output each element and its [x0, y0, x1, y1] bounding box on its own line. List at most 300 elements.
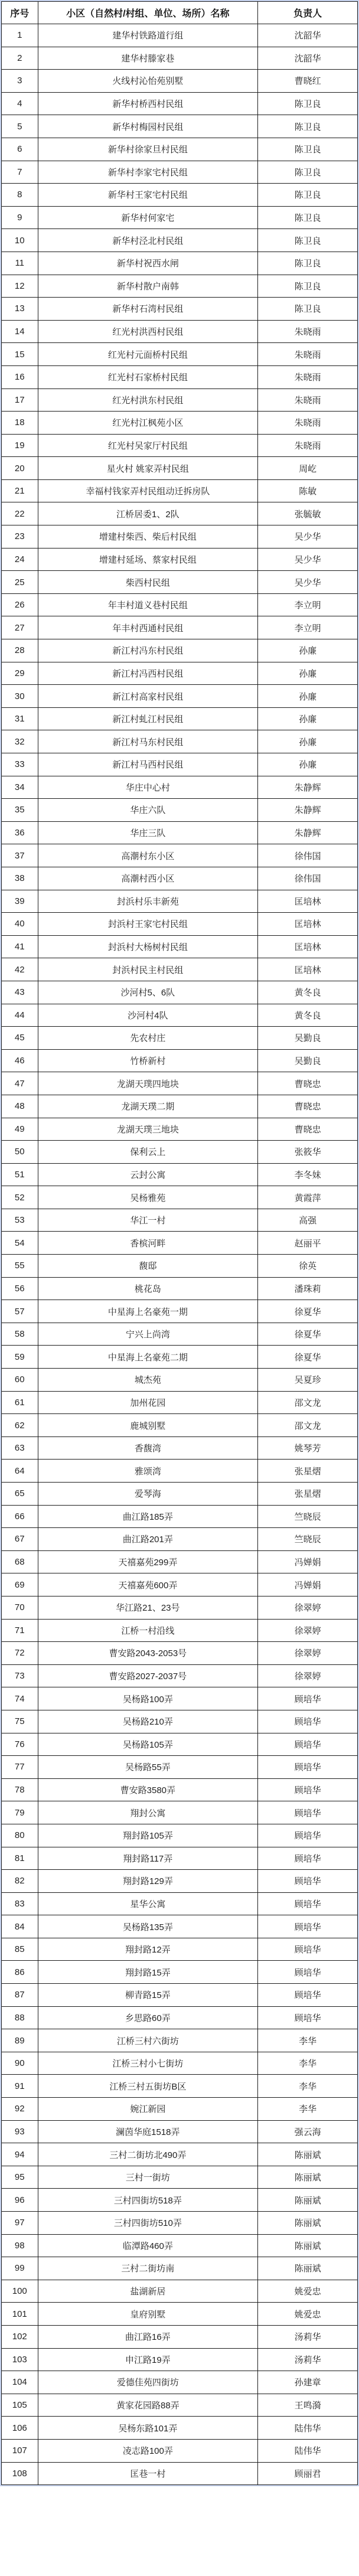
community-name-cell: 华江路21、23号	[38, 1596, 258, 1619]
table-row	[2, 730, 358, 753]
table-row	[2, 1892, 358, 1915]
table-row	[2, 958, 358, 981]
serial-number-cell: 34	[2, 776, 38, 799]
community-name-cell: 星华公寓	[38, 1892, 258, 1915]
person-in-charge-cell: 陈丽斌	[258, 2257, 358, 2280]
person-in-charge-cell: 沈韶华	[258, 24, 358, 47]
serial-number-cell: 9	[2, 206, 38, 229]
community-name-cell: 吴杨路135弄	[38, 1915, 258, 1938]
serial-number-cell: 85	[2, 1938, 38, 1961]
table-row	[2, 2189, 358, 2212]
table-row	[2, 1255, 358, 1278]
person-in-charge-cell: 陈卫良	[258, 138, 358, 161]
table-row	[2, 161, 358, 184]
serial-number-cell: 3	[2, 70, 38, 93]
serial-number-cell: 69	[2, 1573, 38, 1596]
community-name-cell: 吴杨路210弄	[38, 1710, 258, 1733]
person-in-charge-cell: 曹晓忠	[258, 1118, 358, 1141]
person-in-charge-cell: 李华	[258, 2052, 358, 2075]
serial-number-cell: 59	[2, 1346, 38, 1369]
table-row	[2, 1049, 358, 1072]
person-in-charge-cell: 李立明	[258, 616, 358, 639]
person-in-charge-cell: 陈丽斌	[258, 2143, 358, 2166]
community-name-cell: 红光村石家桥村民组	[38, 365, 258, 388]
serial-number-cell: 74	[2, 1687, 38, 1710]
serial-number-cell: 28	[2, 639, 38, 662]
community-name-cell: 吴杨雅苑	[38, 1186, 258, 1209]
serial-number-cell: 102	[2, 2325, 38, 2348]
person-in-charge-cell: 陈卫良	[258, 184, 358, 207]
table-row	[2, 753, 358, 776]
table-row	[2, 1550, 358, 1573]
person-in-charge-cell: 顾培华	[258, 1801, 358, 1824]
serial-number-cell: 58	[2, 1323, 38, 1346]
person-in-charge-cell: 黄冬良	[258, 981, 358, 1004]
table-row	[2, 1801, 358, 1824]
community-name-cell: 封浜村乐丰新苑	[38, 890, 258, 913]
serial-number-cell: 97	[2, 2212, 38, 2235]
serial-number-cell: 50	[2, 1141, 38, 1164]
person-in-charge-cell: 李立明	[258, 593, 358, 616]
serial-number-cell: 39	[2, 890, 38, 913]
table-row	[2, 138, 358, 161]
serial-number-cell: 25	[2, 571, 38, 594]
table-row	[2, 2052, 358, 2075]
serial-number-cell: 49	[2, 1118, 38, 1141]
serial-number-cell: 62	[2, 1414, 38, 1437]
community-name-cell: 红光村江枫苑小区	[38, 412, 258, 435]
community-name-cell: 申江路19弄	[38, 2348, 258, 2371]
community-name-cell: 红光村元面桥村民组	[38, 343, 258, 366]
person-in-charge-cell: 周屹	[258, 457, 358, 480]
table-row	[2, 685, 358, 708]
table-row	[2, 2371, 358, 2394]
serial-number-cell: 89	[2, 2029, 38, 2052]
serial-number-cell: 46	[2, 1049, 38, 1072]
person-in-charge-cell: 陈丽斌	[258, 2234, 358, 2257]
person-in-charge-cell: 徐伟国	[258, 867, 358, 890]
table-row	[2, 867, 358, 890]
serial-number-cell: 108	[2, 2462, 38, 2485]
community-name-cell: 中星海上名豪苑一期	[38, 1300, 258, 1323]
table-row	[2, 525, 358, 548]
community-name-cell: 增建村柴西、柴后村民组	[38, 525, 258, 548]
table-row	[2, 913, 358, 936]
community-name-cell: 黄家花园路88弄	[38, 2394, 258, 2417]
community-name-cell: 曹安路2043-2053号	[38, 1642, 258, 1665]
person-in-charge-cell: 顾培华	[258, 1756, 358, 1779]
community-name-cell: 香馥湾	[38, 1436, 258, 1460]
person-in-charge-cell: 竺晓辰	[258, 1505, 358, 1528]
person-in-charge-cell: 孙廉	[258, 685, 358, 708]
person-in-charge-cell: 陈卫良	[258, 161, 358, 184]
serial-number-cell: 83	[2, 1892, 38, 1915]
table-row	[2, 2280, 358, 2303]
person-in-charge-cell: 陈丽斌	[258, 2212, 358, 2235]
table-row	[2, 2394, 358, 2417]
serial-number-cell: 37	[2, 844, 38, 867]
person-in-charge-cell: 朱静辉	[258, 776, 358, 799]
community-name-cell: 吴杨路100弄	[38, 1687, 258, 1710]
serial-number-cell: 90	[2, 2052, 38, 2075]
person-in-charge-cell: 孙建章	[258, 2371, 358, 2394]
community-name-cell: 新江村马东村民组	[38, 730, 258, 753]
serial-number-cell: 107	[2, 2439, 38, 2462]
table-row	[2, 571, 358, 594]
community-name-cell: 曲江路185弄	[38, 1505, 258, 1528]
community-name-cell: 翔封路117弄	[38, 1847, 258, 1870]
table-row	[2, 1346, 358, 1369]
table-row	[2, 2257, 358, 2280]
serial-number-cell: 75	[2, 1710, 38, 1733]
serial-number-cell: 61	[2, 1391, 38, 1414]
serial-number-cell: 98	[2, 2234, 38, 2257]
serial-number-cell: 35	[2, 799, 38, 822]
serial-number-cell: 54	[2, 1232, 38, 1255]
person-in-charge-cell: 徐夏华	[258, 1346, 358, 1369]
community-name-cell: 新华村祝西水闸	[38, 252, 258, 275]
table-row	[2, 2143, 358, 2166]
serial-number-cell: 104	[2, 2371, 38, 2394]
community-name-cell: 幸福村钱家弄村民组动迁拆房队	[38, 479, 258, 502]
community-name-cell: 吴杨东路101弄	[38, 2417, 258, 2440]
table-row	[2, 2098, 358, 2121]
serial-number-cell: 72	[2, 1642, 38, 1665]
table-row	[2, 1186, 358, 1209]
person-in-charge-cell: 顾培华	[258, 1961, 358, 1984]
community-name-cell: 新华村桥西村民组	[38, 92, 258, 115]
table-row	[2, 1209, 358, 1232]
person-in-charge-cell: 陈丽斌	[258, 2189, 358, 2212]
person-in-charge-cell: 吴勤良	[258, 1027, 358, 1050]
table-row	[2, 229, 358, 252]
person-in-charge-cell: 顾丽君	[258, 2462, 358, 2485]
serial-number-cell: 55	[2, 1255, 38, 1278]
person-in-charge-cell: 徐翠婷	[258, 1642, 358, 1665]
community-name-cell: 华庄中心村	[38, 776, 258, 799]
person-in-charge-cell: 邵文龙	[258, 1414, 358, 1437]
community-name-cell: 新江村高家村民组	[38, 685, 258, 708]
serial-number-cell: 15	[2, 343, 38, 366]
community-name-cell: 凌志路100弄	[38, 2439, 258, 2462]
person-in-charge-cell: 李冬妹	[258, 1163, 358, 1186]
person-in-charge-cell: 顾培华	[258, 1733, 358, 1756]
table-row	[2, 2166, 358, 2189]
table-row	[2, 1277, 358, 1300]
community-name-cell: 星火村 姚家弄村民组	[38, 457, 258, 480]
community-name-cell: 曹安路3580弄	[38, 1778, 258, 1801]
table-row	[2, 548, 358, 571]
table-row	[2, 1984, 358, 2007]
table-row	[2, 821, 358, 844]
serial-number-cell: 8	[2, 184, 38, 207]
table-row	[2, 662, 358, 685]
person-in-charge-cell: 孙廉	[258, 753, 358, 776]
table-row	[2, 1915, 358, 1938]
person-in-charge-cell: 顾培华	[258, 1847, 358, 1870]
community-name-cell: 曹安路2027-2037号	[38, 1664, 258, 1687]
person-in-charge-cell: 朱晓雨	[258, 365, 358, 388]
table-row	[2, 388, 358, 412]
community-name-cell: 新华村何家宅	[38, 206, 258, 229]
table-row	[2, 1528, 358, 1551]
serial-number-cell: 95	[2, 2166, 38, 2189]
table-row	[2, 365, 358, 388]
community-name-cell: 三村四街坊510弄	[38, 2212, 258, 2235]
community-name-cell: 华江一村	[38, 1209, 258, 1232]
serial-number-cell: 84	[2, 1915, 38, 1938]
community-name-cell: 新华村徐家旦村民组	[38, 138, 258, 161]
person-in-charge-cell: 吴少华	[258, 571, 358, 594]
community-name-cell: 三村一街坊	[38, 2166, 258, 2189]
community-name-cell: 年丰村道义巷村民组	[38, 593, 258, 616]
serial-number-cell: 106	[2, 2417, 38, 2440]
community-name-cell: 馥邸	[38, 1255, 258, 1278]
serial-number-cell: 45	[2, 1027, 38, 1050]
community-name-cell: 新华村散户南韩	[38, 275, 258, 298]
person-in-charge-cell: 张毓敏	[258, 502, 358, 525]
community-name-cell: 中星海上名豪苑二期	[38, 1346, 258, 1369]
person-in-charge-cell: 李华	[258, 2029, 358, 2052]
community-name-cell: 翔封路12弄	[38, 1938, 258, 1961]
serial-number-cell: 65	[2, 1483, 38, 1506]
community-name-cell: 封浜村民主村民组	[38, 958, 258, 981]
serial-number-cell: 82	[2, 1870, 38, 1893]
community-name-cell: 三村二街坊南	[38, 2257, 258, 2280]
serial-number-cell: 31	[2, 707, 38, 730]
person-in-charge-cell: 顾培华	[258, 2006, 358, 2029]
person-in-charge-cell: 朱静辉	[258, 799, 358, 822]
serial-number-cell: 23	[2, 525, 38, 548]
table-row	[2, 2029, 358, 2052]
table-row	[2, 1596, 358, 1619]
community-name-cell: 封浜村大杨树村民组	[38, 935, 258, 958]
community-name-cell: 柳青路15弄	[38, 1984, 258, 2007]
person-in-charge-cell: 陈敏	[258, 479, 358, 502]
community-name-cell: 新江村虬江村民组	[38, 707, 258, 730]
person-in-charge-cell: 朱晓雨	[258, 388, 358, 412]
community-name-cell: 先农村庄	[38, 1027, 258, 1050]
table-row	[2, 776, 358, 799]
table-body	[2, 24, 358, 2485]
community-name-cell: 天禧嘉苑299弄	[38, 1550, 258, 1573]
serial-number-cell: 5	[2, 115, 38, 138]
person-in-charge-cell: 徐翠婷	[258, 1619, 358, 1642]
table-row	[2, 1163, 358, 1186]
person-in-charge-cell: 曹晓忠	[258, 1095, 358, 1118]
serial-number-cell: 79	[2, 1801, 38, 1824]
person-in-charge-cell: 顾培华	[258, 1824, 358, 1847]
person-in-charge-cell: 顾培华	[258, 1687, 358, 1710]
community-name-cell: 婉江新园	[38, 2098, 258, 2121]
person-in-charge-cell: 张星熠	[258, 1483, 358, 1506]
community-name-cell: 华庄六队	[38, 799, 258, 822]
person-in-charge-cell: 陈卫良	[258, 275, 358, 298]
community-name-cell: 新江村冯东村民组	[38, 639, 258, 662]
person-in-charge-cell: 黄冬良	[258, 1004, 358, 1027]
serial-number-cell: 30	[2, 685, 38, 708]
serial-number-cell: 11	[2, 252, 38, 275]
serial-number-cell: 52	[2, 1186, 38, 1209]
person-in-charge-cell: 孙廉	[258, 639, 358, 662]
serial-number-cell: 20	[2, 457, 38, 480]
table-row	[2, 1573, 358, 1596]
community-name-cell: 雅颂湾	[38, 1460, 258, 1483]
person-in-charge-cell: 曹晓红	[258, 70, 358, 93]
serial-number-cell: 41	[2, 935, 38, 958]
person-in-charge-cell: 陆伟华	[258, 2417, 358, 2440]
serial-number-cell: 26	[2, 593, 38, 616]
community-name-cell: 红光村洪西村民组	[38, 320, 258, 343]
table-row	[2, 2462, 358, 2485]
community-name-cell: 华庄三队	[38, 821, 258, 844]
table-row	[2, 1072, 358, 1095]
community-name-cell: 建华村铁路道行组	[38, 24, 258, 47]
serial-number-cell: 43	[2, 981, 38, 1004]
community-name-cell: 翔封路129弄	[38, 1870, 258, 1893]
serial-number-cell: 96	[2, 2189, 38, 2212]
community-name-cell: 增建村延场、蔡家村民组	[38, 548, 258, 571]
community-name-cell: 龙湖天璞三地块	[38, 1118, 258, 1141]
table-row	[2, 1436, 358, 1460]
table-row	[2, 115, 358, 138]
community-name-cell: 竹桥新村	[38, 1049, 258, 1072]
table-row	[2, 1961, 358, 1984]
person-in-charge-cell: 匡培林	[258, 935, 358, 958]
table-row	[2, 2212, 358, 2235]
serial-number-cell: 92	[2, 2098, 38, 2121]
community-name-cell: 加州花园	[38, 1391, 258, 1414]
person-in-charge-cell: 顾培华	[258, 1892, 358, 1915]
community-name-cell: 年丰村西通村民组	[38, 616, 258, 639]
table-row	[2, 935, 358, 958]
person-in-charge-cell: 曹晓忠	[258, 1072, 358, 1095]
table-row	[2, 184, 358, 207]
community-name-cell: 爱德佳苑四街坊	[38, 2371, 258, 2394]
serial-number-cell: 80	[2, 1824, 38, 1847]
serial-number-cell: 60	[2, 1369, 38, 1392]
person-in-charge-cell: 徐夏华	[258, 1323, 358, 1346]
community-name-cell: 龙湖天璞二期	[38, 1095, 258, 1118]
community-name-cell: 江桥三村小七街坊	[38, 2052, 258, 2075]
serial-number-cell: 64	[2, 1460, 38, 1483]
table-row	[2, 1369, 358, 1392]
person-in-charge-cell: 李华	[258, 2098, 358, 2121]
community-name-cell: 爱琴海	[38, 1483, 258, 1506]
header-row	[2, 2, 358, 24]
serial-number-cell: 103	[2, 2348, 38, 2371]
community-name-cell: 翔封公寓	[38, 1801, 258, 1824]
serial-number-cell: 100	[2, 2280, 38, 2303]
community-name-cell: 江桥三村五街坊B区	[38, 2075, 258, 2098]
person-in-charge-cell: 孙廉	[258, 662, 358, 685]
serial-number-cell: 93	[2, 2120, 38, 2143]
serial-number-cell: 67	[2, 1528, 38, 1551]
person-in-charge-cell: 沈韶华	[258, 47, 358, 70]
community-name-cell: 匡巷一村	[38, 2462, 258, 2485]
table-row	[2, 2325, 358, 2348]
person-in-charge-cell: 陈卫良	[258, 92, 358, 115]
table-row	[2, 1687, 358, 1710]
serial-number-cell: 13	[2, 298, 38, 321]
serial-number-cell: 78	[2, 1778, 38, 1801]
table-row	[2, 2348, 358, 2371]
table-row	[2, 70, 358, 93]
person-in-charge-cell: 顾培华	[258, 1938, 358, 1961]
person-in-charge-cell: 朱晓雨	[258, 434, 358, 457]
person-in-charge-cell: 吴勤良	[258, 1049, 358, 1072]
table-row	[2, 2120, 358, 2143]
serial-number-cell: 101	[2, 2303, 38, 2326]
serial-number-cell: 66	[2, 1505, 38, 1528]
community-name-cell: 新华村李家宅村民组	[38, 161, 258, 184]
community-name-cell: 沙河村4队	[38, 1004, 258, 1027]
person-in-charge-cell: 匡培林	[258, 913, 358, 936]
community-name-cell: 吴杨路55弄	[38, 1756, 258, 1779]
person-in-charge-cell: 汤莉华	[258, 2348, 358, 2371]
person-in-charge-cell: 汤莉华	[258, 2325, 358, 2348]
community-roster-table	[1, 1, 358, 2485]
person-in-charge-cell: 陆伟华	[258, 2439, 358, 2462]
table-row	[2, 1642, 358, 1665]
community-name-cell: 新江村马西村民组	[38, 753, 258, 776]
table-row	[2, 1391, 358, 1414]
serial-number-cell: 57	[2, 1300, 38, 1323]
serial-number-cell: 81	[2, 1847, 38, 1870]
community-name-cell: 云封公寓	[38, 1163, 258, 1186]
person-in-charge-cell: 高强	[258, 1209, 358, 1232]
table-row	[2, 1847, 358, 1870]
person-in-charge-cell: 陈丽斌	[258, 2166, 358, 2189]
person-in-charge-cell: 姚琴芳	[258, 1436, 358, 1460]
table-row	[2, 2006, 358, 2029]
community-name-cell: 吴杨路105弄	[38, 1733, 258, 1756]
community-name-cell: 建华村滕家巷	[38, 47, 258, 70]
serial-number-cell: 40	[2, 913, 38, 936]
community-name-cell: 皇府别墅	[38, 2303, 258, 2326]
table-row	[2, 1027, 358, 1050]
serial-number-cell: 16	[2, 365, 38, 388]
person-in-charge-cell: 顾培华	[258, 1915, 358, 1938]
serial-number-cell: 94	[2, 2143, 38, 2166]
table-row	[2, 707, 358, 730]
person-in-charge-cell: 徐英	[258, 1255, 358, 1278]
community-name-cell: 高潮村东小区	[38, 844, 258, 867]
person-in-charge-cell: 强云海	[258, 2120, 358, 2143]
community-name-cell: 红光村洪东村民组	[38, 388, 258, 412]
table-row	[2, 252, 358, 275]
table-row	[2, 92, 358, 115]
person-in-charge-cell: 张筱华	[258, 1141, 358, 1164]
serial-number-cell: 63	[2, 1436, 38, 1460]
table-row	[2, 24, 358, 47]
table-row	[2, 47, 358, 70]
person-in-charge-cell: 陈卫良	[258, 229, 358, 252]
table-row	[2, 298, 358, 321]
person-in-charge-cell: 顾培华	[258, 1870, 358, 1893]
serial-number-cell: 17	[2, 388, 38, 412]
table-row	[2, 1118, 358, 1141]
community-name-cell: 翔封路15弄	[38, 1961, 258, 1984]
community-name-cell: 新华村石湾村民组	[38, 298, 258, 321]
table-row	[2, 1870, 358, 1893]
table-row	[2, 1300, 358, 1323]
table-row	[2, 1004, 358, 1027]
serial-number-cell: 51	[2, 1163, 38, 1186]
table-row	[2, 890, 358, 913]
community-name-cell: 乡思路60弄	[38, 2006, 258, 2029]
table-row	[2, 1756, 358, 1779]
